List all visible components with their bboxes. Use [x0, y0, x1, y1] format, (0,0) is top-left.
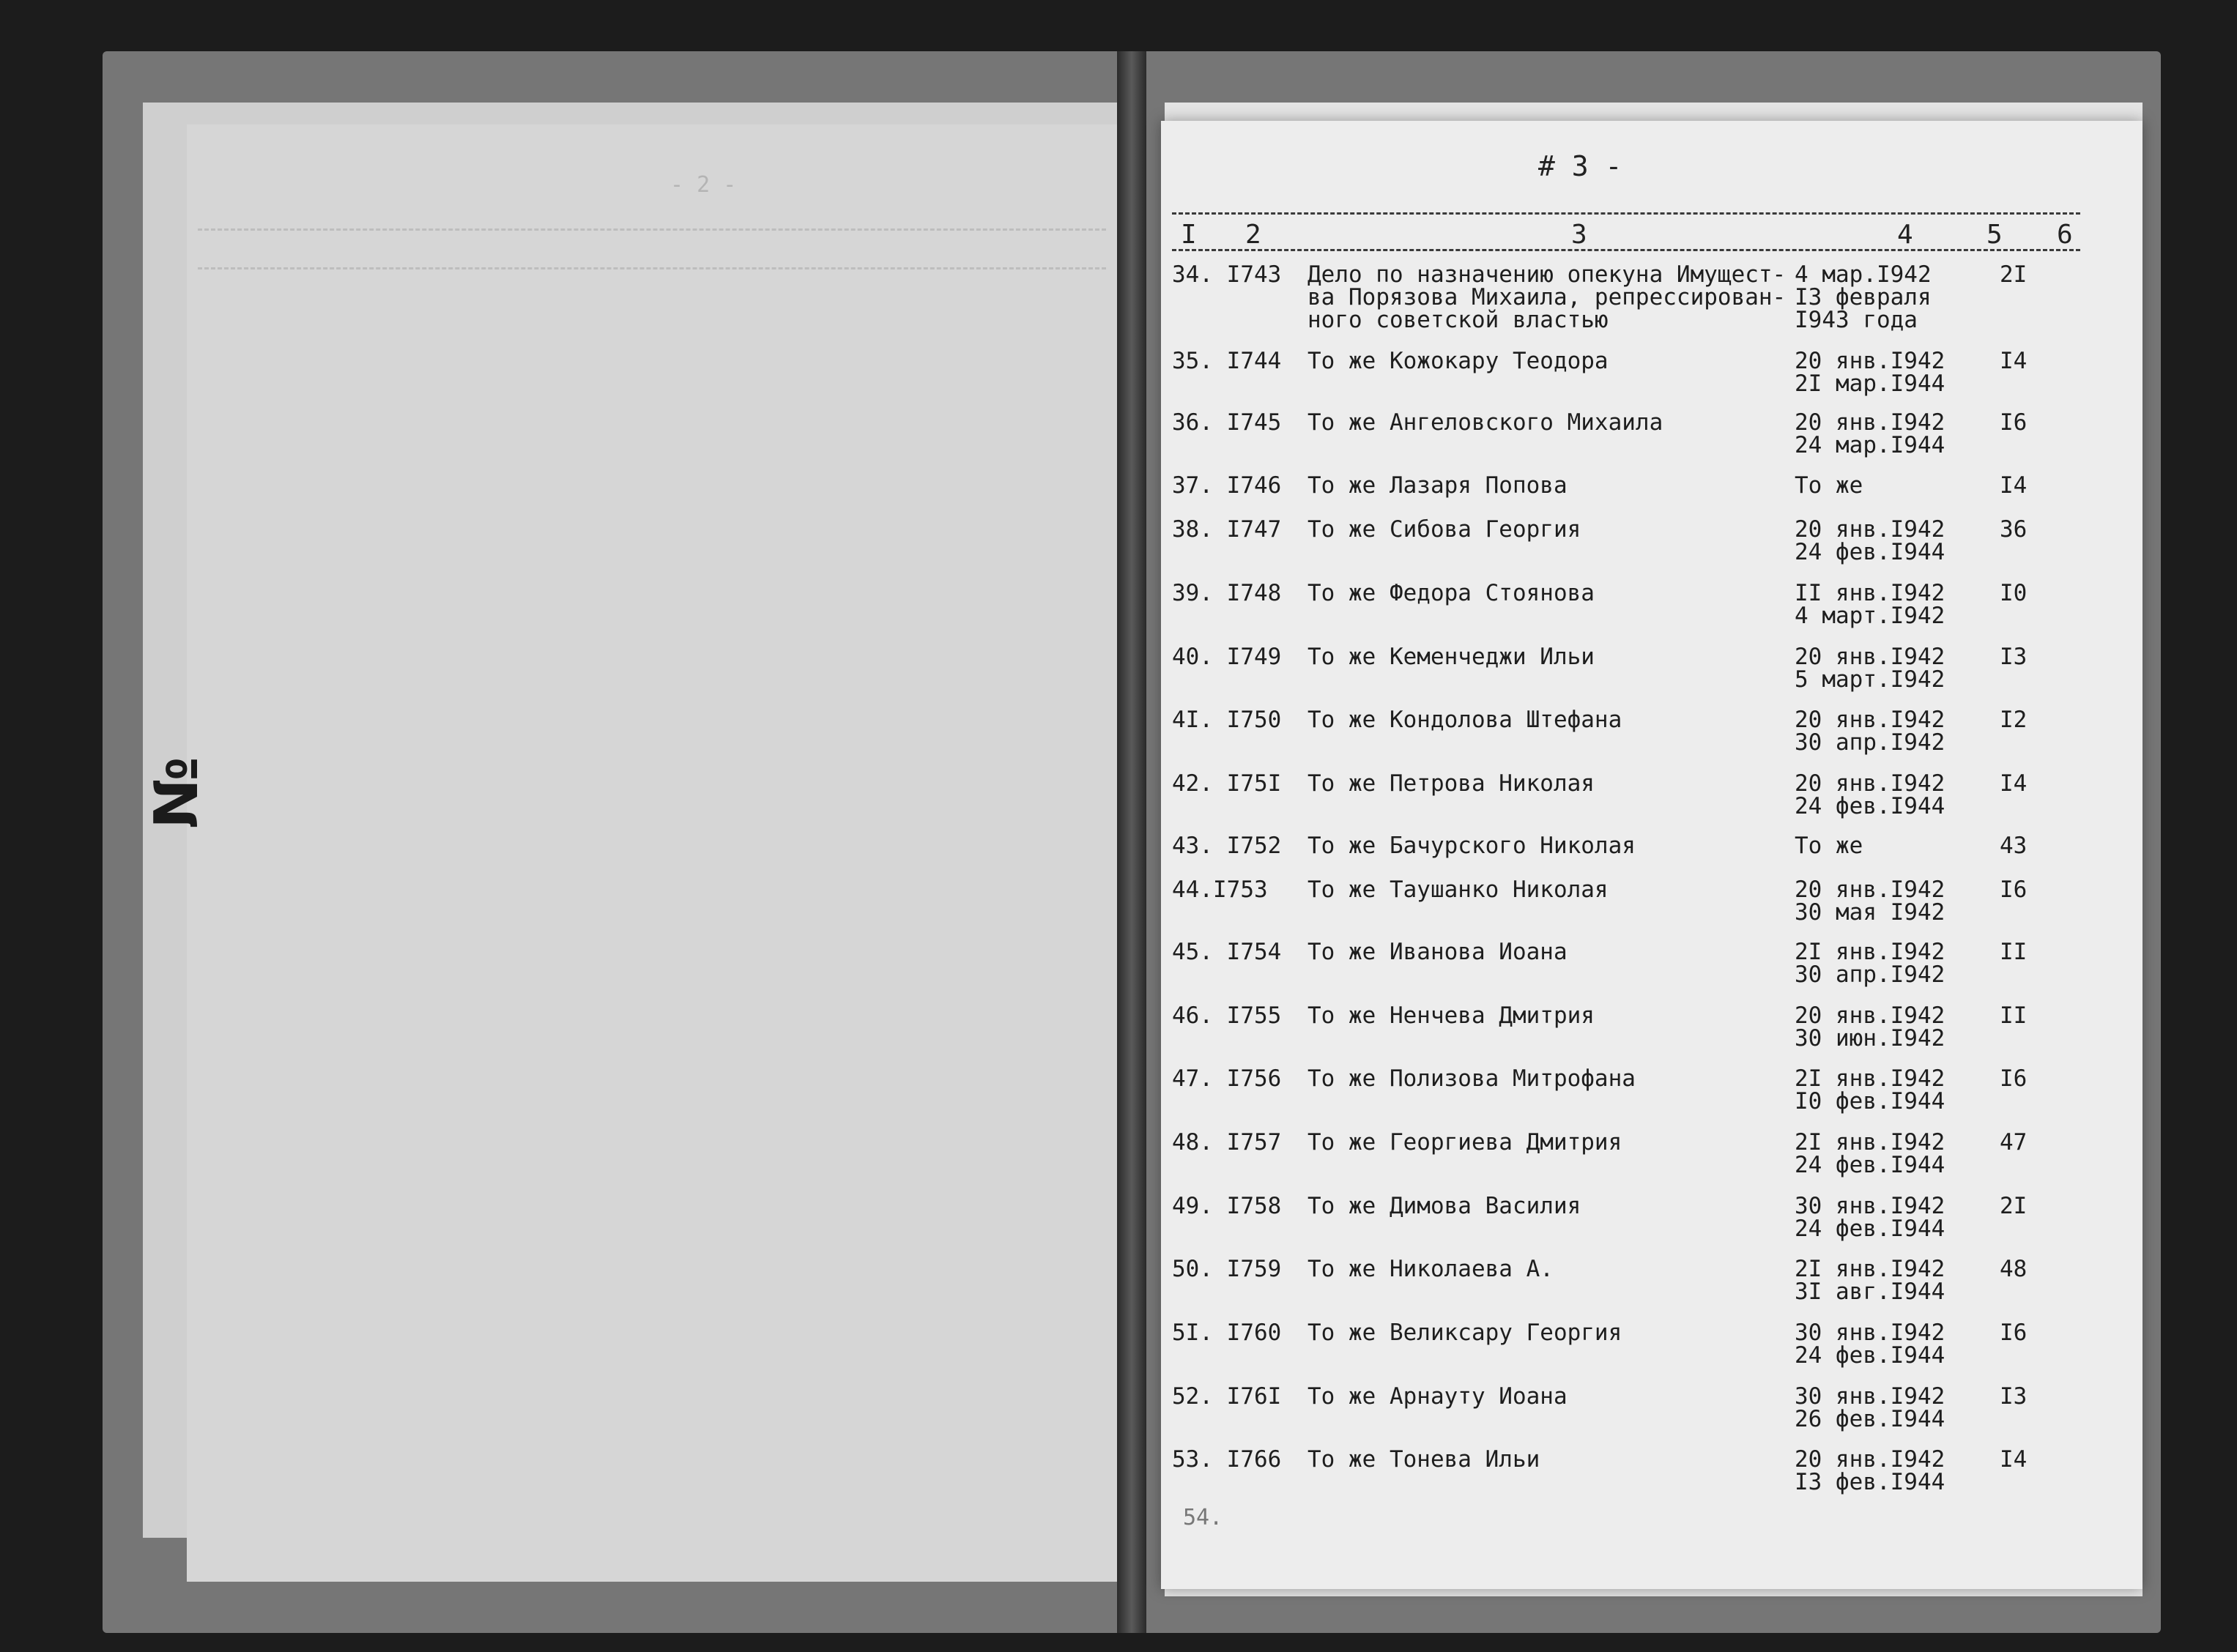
table-row: [1172, 582, 2124, 648]
left-page: [187, 124, 1117, 1582]
entry-sheet-count: 48: [2000, 1256, 2028, 1282]
entry-sheet-count: 36: [2000, 516, 2028, 543]
table-row: [1172, 1131, 2124, 1197]
tab-number-symbol: №: [141, 756, 212, 829]
table-row: [1172, 350, 2124, 416]
book-spine: [1117, 51, 1146, 1633]
entry-number: 35. I744: [1172, 348, 1282, 374]
entry-description: То же Великсару Георгия: [1307, 1320, 1622, 1346]
table-row: [1172, 1258, 2124, 1324]
entry-sheet-count: I3: [2000, 1383, 2028, 1410]
left-header-rule-2: [198, 267, 1106, 269]
entry-dates: 4 мар.I942 I3 февраля I943 года: [1795, 261, 1932, 333]
table-row: [1172, 1385, 2124, 1451]
entry-number: 39. I748: [1172, 580, 1282, 606]
column-header-2: 2: [1245, 220, 1261, 250]
entry-description: То же Ангеловского Михаила: [1307, 409, 1663, 436]
entry-sheet-count: 2I: [2000, 1193, 2028, 1219]
left-header-rule: [198, 228, 1106, 231]
entry-sheet-count: I6: [2000, 1320, 2028, 1346]
table-row: [1172, 646, 2124, 712]
entry-description: То же Иванова Иоана: [1307, 939, 1568, 965]
entry-dates: 20 янв.I942 24 фев.I944: [1795, 516, 1945, 565]
header-rule-bottom: [1172, 249, 2080, 251]
entry-dates: 20 янв.I942 2I мар.I944: [1795, 348, 1945, 397]
entry-description: То же Лазаря Попова: [1307, 472, 1568, 499]
entry-description: То же Федора Стоянова: [1307, 580, 1595, 606]
entry-sheet-count: I4: [2000, 1446, 2028, 1473]
entry-description: То же Кондолова Штефана: [1307, 707, 1622, 733]
entry-dates: 2I янв.I942 3I авг.I944: [1795, 1256, 1945, 1305]
table-row: [1172, 1065, 2124, 1134]
entry-sheet-count: 43: [2000, 833, 2028, 859]
entry-sheet-count: I6: [2000, 409, 2028, 436]
page-number: # 3 -: [1538, 150, 1622, 182]
entry-description: Дело по назначению опекуна Имущест- ва Порязова Михаила, репрессирован- ного советской властью: [1307, 261, 1787, 333]
entry-description: То же Тонева Ильи: [1307, 1446, 1540, 1473]
entry-sheet-count: I2: [2000, 707, 2028, 733]
entry-number: 42. I75I: [1172, 770, 1282, 797]
column-header-1: I: [1181, 220, 1197, 250]
entry-description: То же Николаева А.: [1307, 1256, 1554, 1282]
table-row: [1172, 709, 2124, 775]
entry-dates: 20 янв.I942 30 мая I942: [1795, 877, 1945, 926]
entry-dates: 2I янв.I942 I0 фев.I944: [1795, 1065, 1945, 1115]
entry-description: То же Георгиева Дмитрия: [1307, 1129, 1622, 1156]
entry-number: 44.I753: [1172, 877, 1268, 903]
entry-sheet-count: I4: [2000, 348, 2028, 374]
entry-number: 4I. I750: [1172, 707, 1282, 733]
entry-number: 37. I746: [1172, 472, 1282, 499]
entry-description: То же Петрова Николая: [1307, 770, 1595, 797]
stray-mark: 54.: [1183, 1505, 1223, 1530]
table-row: [1172, 518, 2124, 584]
column-header-5: 5: [1986, 220, 2003, 250]
entry-number: 52. I76I: [1172, 1383, 1282, 1410]
entry-sheet-count: I4: [2000, 472, 2028, 499]
entry-dates: 30 янв.I942 24 фев.I944: [1795, 1193, 1945, 1242]
entry-sheet-count: II: [2000, 1002, 2028, 1029]
column-header-6: 6: [2057, 220, 2073, 250]
entry-description: То же Димова Василия: [1307, 1193, 1581, 1219]
entry-sheet-count: II: [2000, 939, 2028, 965]
entry-number: 50. I759: [1172, 1256, 1282, 1282]
table-row: [1172, 409, 2124, 477]
entry-description: То же Кеменчеджи Ильи: [1307, 644, 1595, 670]
left-page-number: - 2 -: [670, 172, 737, 198]
entry-sheet-count: I3: [2000, 644, 2028, 670]
entry-dates: 2I янв.I942 24 фев.I944: [1795, 1129, 1945, 1178]
entry-number: 5I. I760: [1172, 1320, 1282, 1346]
entry-sheet-count: I4: [2000, 770, 2028, 797]
entry-number: 38. I747: [1172, 516, 1282, 543]
entry-description: То же Таушанко Николая: [1307, 877, 1609, 903]
entry-dates: 20 янв.I942 24 фев.I944: [1795, 770, 1945, 819]
column-header-4: 4: [1897, 220, 1913, 250]
entry-number: 40. I749: [1172, 644, 1282, 670]
table-row: [1172, 1002, 2124, 1071]
entry-sheet-count: 47: [2000, 1129, 2028, 1156]
entry-number: 45. I754: [1172, 939, 1282, 965]
entry-number: 53. I766: [1172, 1446, 1282, 1473]
entry-number: 49. I758: [1172, 1193, 1282, 1219]
entry-dates: 2I янв.I942 30 апр.I942: [1795, 939, 1945, 988]
entry-dates: 20 янв.I942 30 апр.I942: [1795, 707, 1945, 756]
entry-description: То же Арнауту Иоана: [1307, 1383, 1568, 1410]
table-row: [1172, 941, 2124, 1007]
entry-dates: То же: [1795, 833, 1863, 859]
entry-number: 34. I743: [1172, 261, 1282, 288]
entry-dates: 20 янв.I942 24 мар.I944: [1795, 409, 1945, 458]
entry-number: 46. I755: [1172, 1002, 1282, 1029]
entry-description: То же Кожокару Теодора: [1307, 348, 1609, 374]
entry-sheet-count: I6: [2000, 877, 2028, 903]
entry-number: 43. I752: [1172, 833, 1282, 859]
entry-number: 47. I756: [1172, 1065, 1282, 1092]
table-row: [1172, 261, 2124, 333]
column-header-3: 3: [1571, 220, 1587, 250]
entry-description: То же Бачурского Николая: [1307, 833, 1636, 859]
entry-number: 36. I745: [1172, 409, 1282, 436]
entry-description: То же Сибова Георгия: [1307, 516, 1581, 543]
entry-dates: 30 янв.I942 26 фев.I944: [1795, 1383, 1945, 1432]
entry-dates: То же: [1795, 472, 1863, 499]
entry-number: 48. I757: [1172, 1129, 1282, 1156]
entry-dates: 20 янв.I942 I3 фев.I944: [1795, 1446, 1945, 1495]
entry-description: То же Полизова Митрофана: [1307, 1065, 1636, 1092]
entry-description: То же Ненчева Дмитрия: [1307, 1002, 1595, 1029]
header-rule-top: [1172, 212, 2080, 215]
entry-dates: 20 янв.I942 5 март.I942: [1795, 644, 1945, 693]
entry-sheet-count: I0: [2000, 580, 2028, 606]
table-row: [1172, 1195, 2124, 1261]
table-row: [1172, 879, 2124, 945]
entry-sheet-count: I6: [2000, 1065, 2028, 1092]
entry-dates: 20 янв.I942 30 июн.I942: [1795, 1002, 1945, 1052]
entry-dates: II янв.I942 4 март.I942: [1795, 580, 1945, 629]
entry-dates: 30 янв.I942 24 фев.I944: [1795, 1320, 1945, 1369]
table-row: [1172, 1322, 2124, 1388]
entry-sheet-count: 2I: [2000, 261, 2028, 288]
table-row: [1172, 770, 2124, 838]
table-row: [1172, 1448, 2124, 1514]
